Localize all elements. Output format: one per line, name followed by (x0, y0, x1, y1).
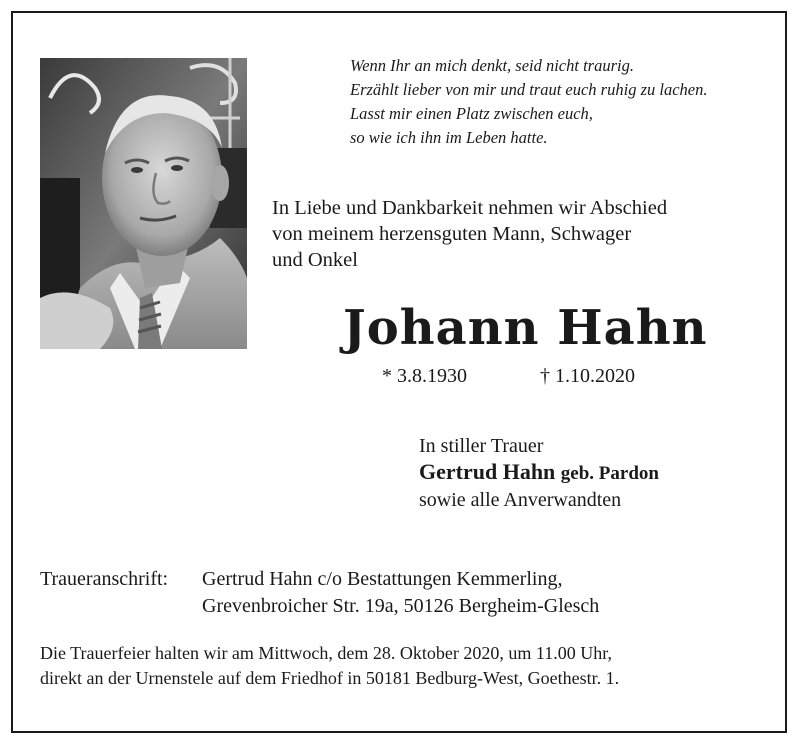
funeral-service-info (40, 641, 780, 691)
service-line: Die Trauerfeier halten wir am Mittwoch, dem 28. Oktober 2020, um 11.00 Uhr, (40, 643, 613, 663)
address-line-2: Grevenbroicher Str. 19a, 50126 Bergheim-Glesch (202, 595, 600, 617)
deceased-name: Johann Hahn (343, 300, 708, 356)
address-spacer (40, 593, 202, 620)
birth-date: * 3.8.1930 (382, 365, 467, 387)
widow-maiden-name: geb. Pardon (560, 463, 659, 484)
widow-name: Gertrud Hahn (419, 459, 556, 484)
death-date: † 1.10.2020 (540, 365, 635, 387)
farewell-line: und Onkel (272, 249, 358, 271)
poem-line: Erzählt lieber von mir und traut euch ruhig zu lachen. (350, 80, 708, 99)
memorial-poem (350, 54, 780, 150)
farewell-line: In Liebe und Dankbarkeit nehmen wir Abschied (272, 197, 668, 219)
service-line: direkt an der Urnenstele auf dem Friedhof in 50181 Bedburg-West, Goethestr. 1. (40, 668, 620, 688)
address-label: Traueranschrift: (40, 568, 169, 590)
address-line-1: Gertrud Hahn c/o Bestattungen Kemmerling, (202, 568, 563, 590)
relatives-line: sowie alle Anverwandten (419, 489, 622, 511)
widow-line (419, 459, 779, 487)
portrait-photo (40, 58, 247, 349)
poem-line: so wie ich ihn im Leben hatte. (350, 128, 548, 147)
portrait-image (40, 58, 247, 349)
address-row (40, 593, 780, 620)
mourning-heading: In stiller Trauer (419, 435, 544, 457)
mourners-block (419, 433, 779, 513)
address-row (40, 566, 780, 593)
poem-line: Wenn Ihr an mich denkt, seid nicht traurig. (350, 56, 634, 75)
poem-line: Lasst mir einen Platz zwischen euch, (350, 104, 593, 123)
farewell-text (272, 195, 772, 273)
farewell-line: von meinem herzensguten Mann, Schwager (272, 223, 632, 245)
mourning-address (40, 566, 780, 620)
